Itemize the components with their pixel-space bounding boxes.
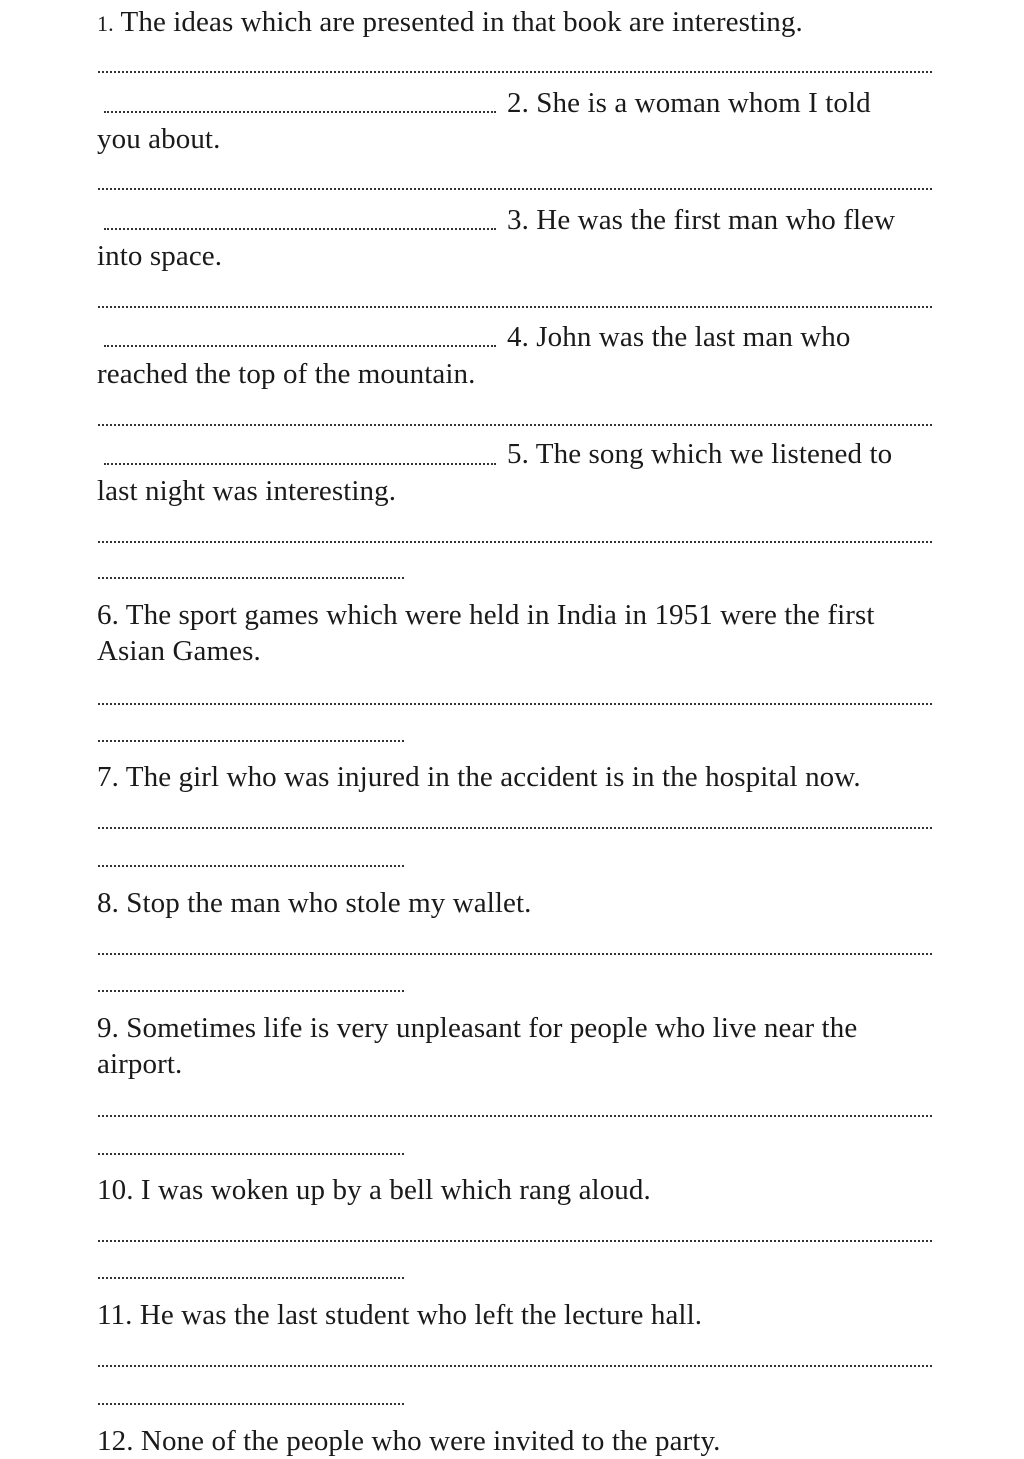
answer-line-4a[interactable] [98, 424, 932, 426]
question-11: 11. He was the last student who left the lecture hall. [97, 1299, 703, 1331]
answer-line-10a[interactable] [98, 1240, 932, 1242]
question-5-tail: last night was interesting. [97, 475, 397, 507]
question-1-number: 1. [97, 11, 114, 36]
question-12: 12. None of the people who were invited to the party. [97, 1425, 721, 1457]
answer-line-7b[interactable] [98, 865, 404, 867]
question-9-line1: 9. Sometimes life is very unpleasant for people who live near the [97, 1012, 858, 1044]
answer-line-5a[interactable] [98, 541, 932, 543]
answer-line-6b[interactable] [98, 740, 404, 742]
answer-line-8b[interactable] [98, 990, 404, 992]
question-3-lead: 3. He was the first man who flew [507, 204, 896, 236]
question-1-text: The ideas which are presented in that book are interesting. [120, 6, 803, 38]
question-5-lead: 5. The song which we listened to [507, 438, 893, 470]
question-4-tail: reached the top of the mountain. [97, 358, 476, 390]
answer-line-2b[interactable] [104, 228, 496, 230]
answer-line-10b[interactable] [98, 1277, 404, 1279]
answer-line-1b[interactable] [104, 111, 496, 113]
answer-line-11b[interactable] [98, 1403, 404, 1405]
question-6-line1: 6. The sport games which were held in India in 1951 were the first [97, 599, 875, 631]
question-8: 8. Stop the man who stole my wallet. [97, 887, 532, 919]
answer-line-7a[interactable] [98, 827, 932, 829]
question-9-line2: airport. [97, 1048, 183, 1080]
question-7: 7. The girl who was injured in the accident is in the hospital now. [97, 761, 861, 793]
question-4-lead: 4. John was the last man who [507, 321, 851, 353]
answer-line-3a[interactable] [98, 306, 932, 308]
answer-line-3b[interactable] [104, 345, 496, 347]
answer-line-4b[interactable] [104, 463, 496, 465]
answer-line-9a[interactable] [98, 1115, 932, 1117]
answer-line-9b[interactable] [98, 1153, 404, 1155]
answer-line-5b[interactable] [98, 577, 404, 579]
question-2-tail: you about. [97, 123, 221, 155]
question-3-tail: into space. [97, 240, 223, 272]
answer-line-8a[interactable] [98, 953, 932, 955]
answer-line-11a[interactable] [98, 1365, 932, 1367]
question-10: 10. I was woken up by a bell which rang aloud. [97, 1174, 651, 1206]
answer-line-1a[interactable] [98, 71, 932, 73]
question-1 [97, 4, 803, 42]
answer-line-6a[interactable] [98, 703, 932, 705]
question-2-lead: 2. She is a woman whom I told [507, 87, 871, 119]
question-6-line2: Asian Games. [97, 635, 261, 667]
answer-line-2a[interactable] [98, 188, 932, 190]
